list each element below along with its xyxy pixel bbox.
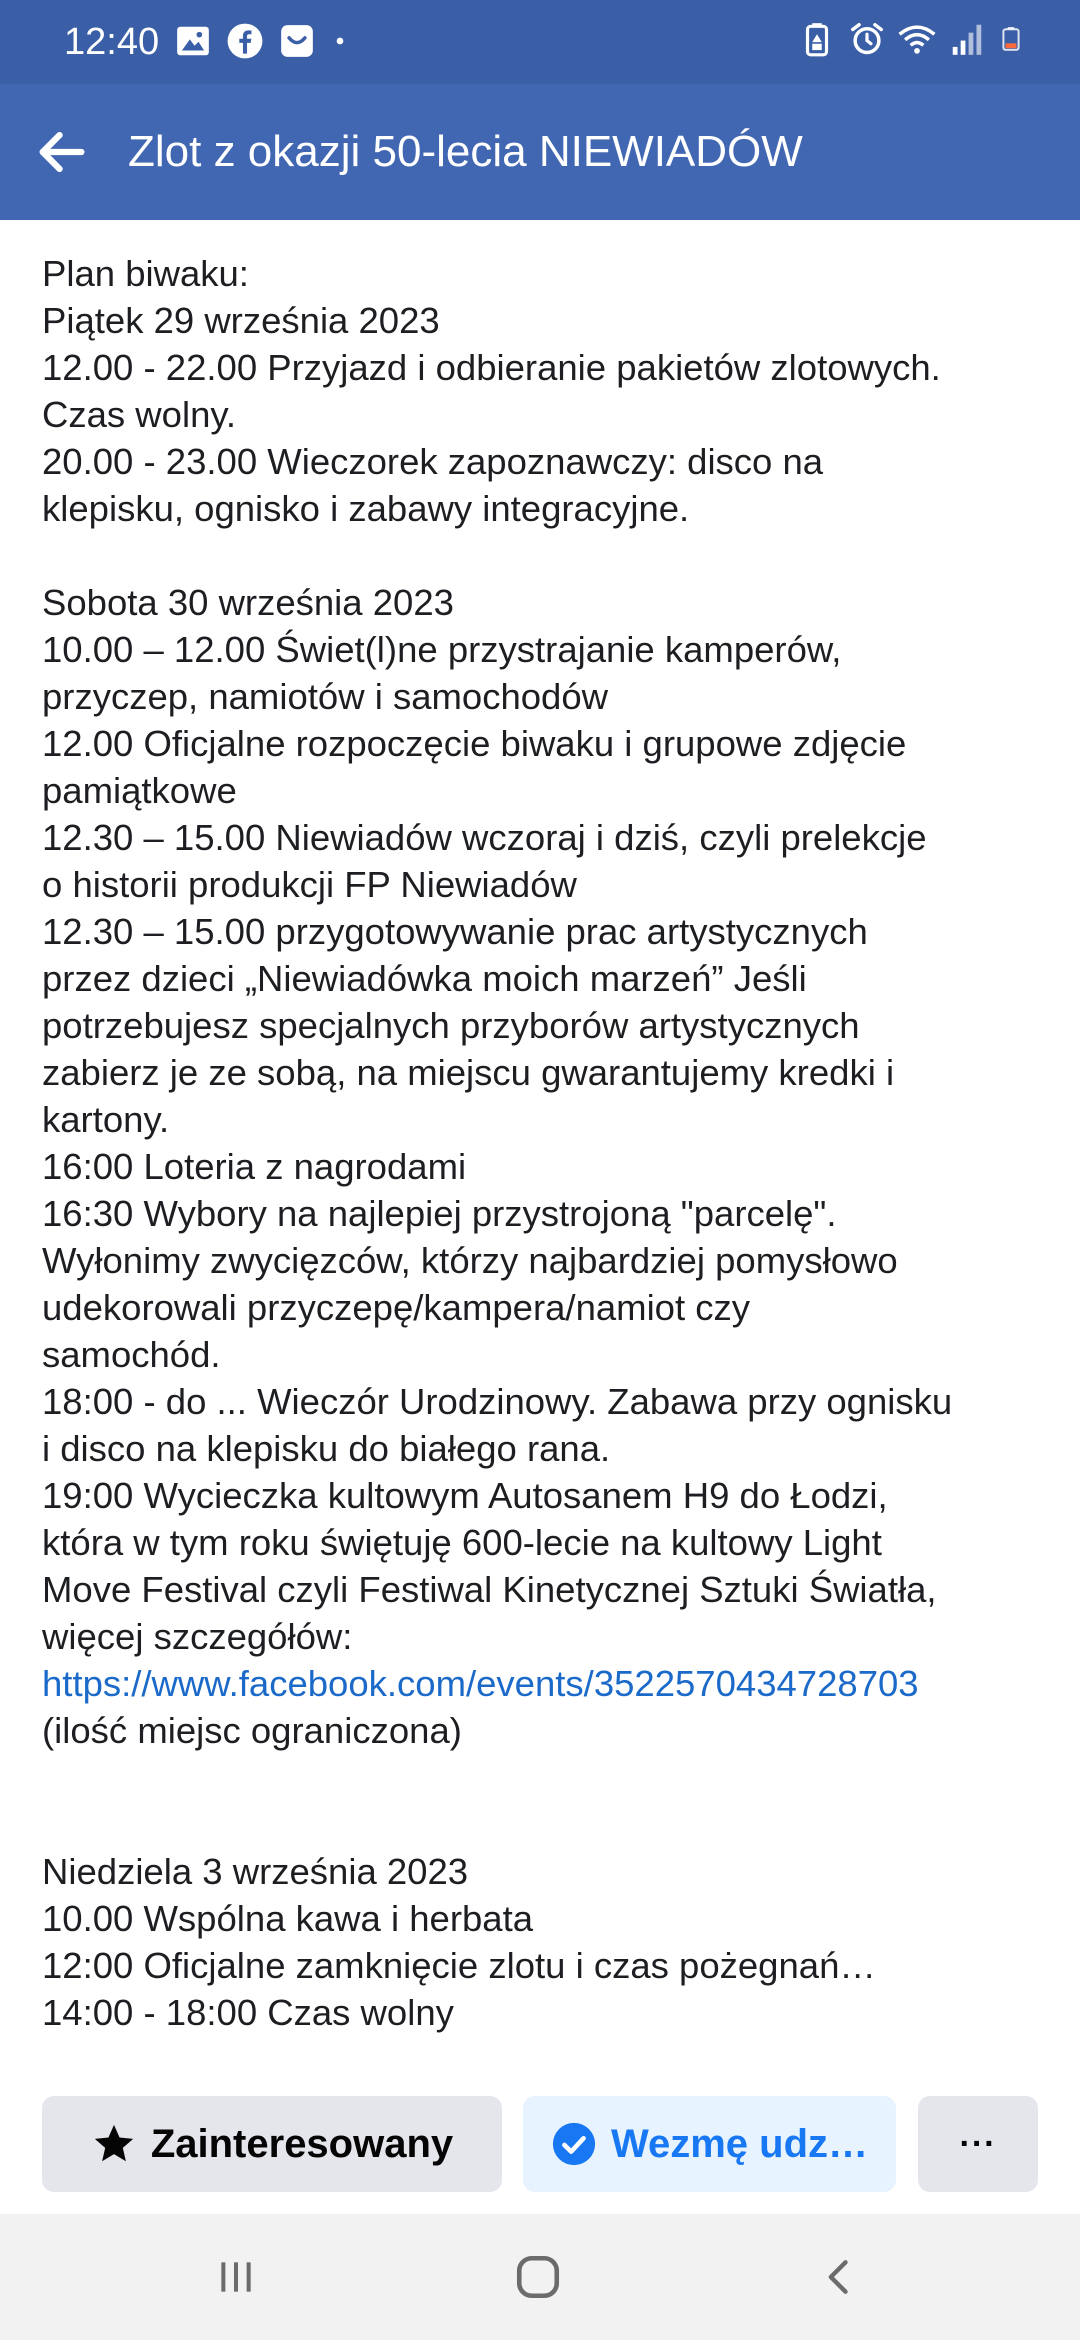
text-line: i disco na klepisku do białego rana. [42,1428,611,1469]
text-line: 12.30 – 15.00 Niewiadów wczoraj i dziś, czyli prelekcje [42,817,927,858]
text-line: więcej szczegółów: [42,1616,353,1657]
text-line: Plan biwaku: [42,253,249,294]
page-title: Zlot z okazji 50-lecia NIEWIADÓW [128,127,803,176]
battery-saver-icon [798,20,836,58]
text-line: 12:00 Oficjalne zamknięcie zlotu i czas pożegnań… [42,1945,876,1986]
text-line: samochód. [42,1334,221,1375]
text-line: klepisku, ognisko i zabawy integracyjne. [42,488,690,529]
back-icon [818,2255,862,2299]
status-system-icons [798,20,1024,58]
text-line: Niedziela 3 września 2023 [42,1851,469,1892]
blank-line [42,1801,1052,1848]
back-button[interactable] [24,114,100,190]
text-line: przez dzieci „Niewiadówka moich marzeń” Jeśli [42,958,807,999]
arrow-left-icon [33,123,91,181]
text-line: (ilość miejsc ograniczona) [42,1710,462,1751]
text-line: 20.00 - 23.00 Wieczorek zapoznawczy: disco na [42,441,824,482]
event-description [42,250,1052,2036]
more-options-button[interactable] [918,2096,1038,2192]
event-link[interactable]: https://www.facebook.com/events/3522570434728703 [42,1663,919,1704]
text-line: udekorowali przyczepę/kampera/namiot czy [42,1287,751,1328]
text-line: Czas wolny. [42,394,237,435]
app-icon [278,22,316,60]
text-line: 10.00 Wspólna kawa i herbata [42,1898,534,1939]
interested-label: Zainteresowany [150,2121,454,2166]
status-time: 12:40 [64,21,160,63]
interested-button[interactable] [42,2096,502,2192]
text-line: 18:00 - do ... Wieczór Urodzinowy. Zabawa przy ognisku [42,1381,953,1422]
text-line: 12.00 - 22.00 Przyjazd i odbieranie pakietów zlotowych. [42,347,941,388]
text-line: 19:00 Wycieczka kultowym Autosanem H9 do Łodzi, [42,1475,888,1516]
text-line: 16:30 Wybory na najlepiej przystrojoną "parcelę". [42,1193,837,1234]
text-line: 12.00 Oficjalne rozpoczęcie biwaku i grupowe zdjęcie [42,723,907,764]
nav-back-button[interactable] [810,2247,870,2307]
text-line: 16:00 Loteria z nagrodami [42,1146,467,1187]
dot-icon [330,22,350,60]
text-line: Piątek 29 września 2023 [42,300,440,341]
battery-icon [998,20,1024,58]
text-line: Move Festival czyli Festiwal Kinetycznej Sztuki Światła, [42,1569,937,1610]
text-line: która w tym roku świętuję 600-lecie na kultowy Light [42,1522,882,1563]
going-button[interactable] [523,2096,896,2192]
home-button[interactable] [508,2247,568,2307]
recent-apps-icon [214,2255,258,2299]
facebook-icon [226,22,264,60]
status-notification-icons [174,22,350,60]
going-label: Wezmę udz… [610,2121,869,2166]
text-line: Wyłonimy zwycięzców, którzy najbardziej pomysłowo [42,1240,898,1281]
signal-icon [948,20,986,58]
text-line: potrzebujesz specjalnych przyborów artystycznych [42,1005,860,1046]
text-line: pamiątkowe [42,770,237,811]
text-line: przyczep, namiotów i samochodów [42,676,608,717]
text-line: kartony. [42,1099,170,1140]
wifi-icon [898,20,936,58]
star-icon [91,2121,137,2167]
image-icon [174,22,212,60]
text-line: 10.00 – 12.00 Świet(l)ne przystrajanie kamperów, [42,629,842,670]
text-line: 14:00 - 18:00 Czas wolny [42,1992,454,2033]
blank-line [42,532,1052,579]
blank-line [42,1754,1052,1801]
status-bar [0,0,1080,84]
event-actions [42,2096,1038,2192]
system-nav-bar [0,2214,1080,2340]
alarm-icon [848,20,886,58]
more-dots-icon: ··· [959,2124,997,2163]
check-circle-icon [551,2121,597,2167]
text-line: Sobota 30 września 2023 [42,582,454,623]
text-line: o historii produkcji FP Niewiadów [42,864,577,905]
home-icon [513,2252,563,2302]
text-line: zabierz je ze sobą, na miejscu gwarantujemy kredki i [42,1052,895,1093]
text-line: 12.30 – 15.00 przygotowywanie prac artystycznych [42,911,868,952]
recent-apps-button[interactable] [206,2247,266,2307]
app-bar [0,84,1080,220]
